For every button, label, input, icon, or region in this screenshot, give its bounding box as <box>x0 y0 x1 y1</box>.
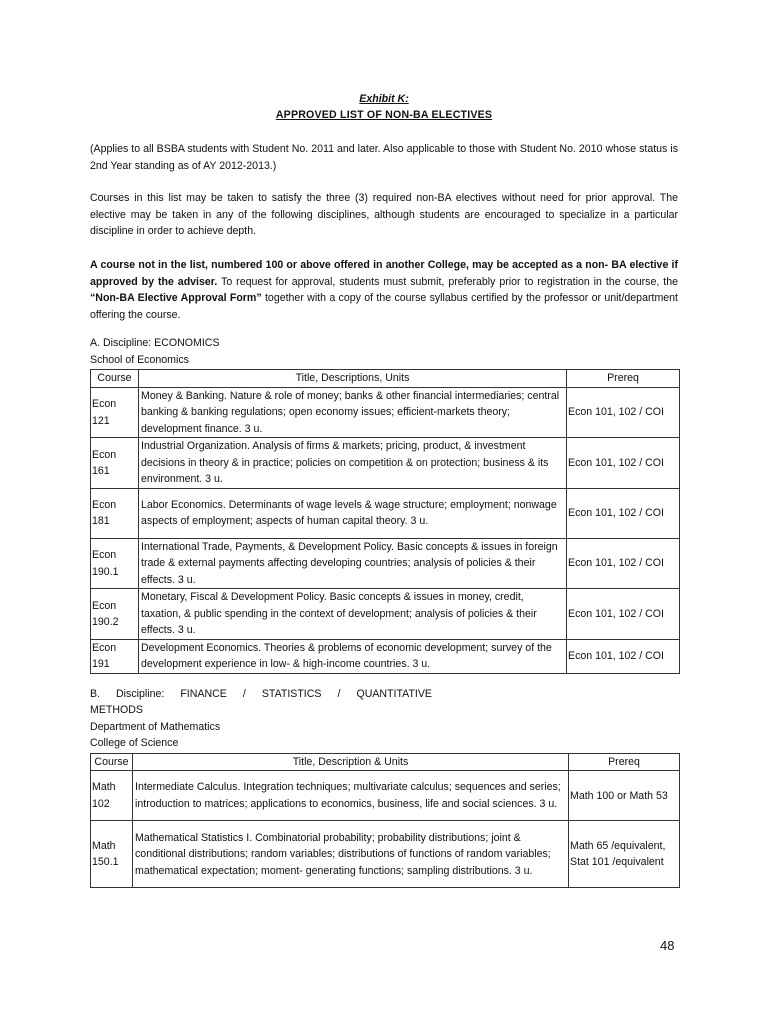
course-cell: Math 150.1 <box>91 821 133 888</box>
description-cell: Development Economics. Theories & problems of economic development; survey of the development experience in low- & high-income countries. 3 u. <box>139 639 567 673</box>
table-row <box>91 438 680 489</box>
prereq-cell: Econ 101, 102 / COI <box>567 488 680 538</box>
prereq-cell: Econ 101, 102 / COI <box>567 387 680 438</box>
table-header-row <box>91 370 680 388</box>
section-b-word: / <box>337 687 341 700</box>
header-prereq: Prereq <box>567 370 680 388</box>
courses-paragraph: Courses in this list may be taken to satisfy the three (3) required non-BA electives without need for prior approval. The elective may be taken in any of the following disciplines, although students are encouraged to specialize in a particular discipline in order to achieve depth. <box>90 192 678 238</box>
course-cell: Econ 191 <box>91 639 139 673</box>
section-b-word: B. <box>90 687 101 700</box>
section-b-college: College of Science <box>90 737 179 750</box>
prereq-cell: Econ 101, 102 / COI <box>567 589 680 640</box>
section-b-discipline <box>90 686 432 703</box>
description-cell: Industrial Organization. Analysis of firms & markets; pricing, product, & investment decisions in theory & in practice; policies on competition & on protection; business & its environment. 3 u. <box>139 438 567 489</box>
course-cell: Econ 190.1 <box>91 538 139 589</box>
table-row <box>91 589 680 640</box>
table-row <box>91 821 680 888</box>
description-cell: International Trade, Payments, & Development Policy. Basic concepts & issues in foreign trade & external payments affecting developing countries; analysis of policies & their effects. 3 u. <box>139 538 567 589</box>
approval-text-b: together with a copy of the course syllabus certified by the professor or unit/department offering the course. <box>90 292 678 321</box>
approval-bold-lead: A course not in the list, numbered 100 or above offered in another College, may be accepted as a non- BA elective if approved by the adviser. <box>90 258 678 288</box>
prereq-cell: Math 100 or Math 53 <box>569 771 680 821</box>
applies-paragraph: (Applies to all BSBA students with Student No. 2011 and later. Also applicable to those with Student No. 2010 whose status is 2nd Year standing as of AY 2012-2013.) <box>90 143 678 172</box>
header-title: Title, Description & Units <box>133 753 569 771</box>
description-cell: Intermediate Calculus. Integration techniques; multivariate calculus; sequences and series; introduction to matrices; applications to economics, business, life and social sciences. 3 u. <box>133 771 569 821</box>
table-row <box>91 387 680 438</box>
section-b-word: QUANTITATIVE <box>356 687 432 700</box>
page-number: 48 <box>660 938 675 953</box>
course-cell: Econ 161 <box>91 438 139 489</box>
course-cell: Econ 181 <box>91 488 139 538</box>
section-b-department: Department of Mathematics <box>90 720 221 733</box>
table-row <box>91 639 680 673</box>
approval-form-name: “Non-BA Elective Approval Form” <box>90 292 262 305</box>
approval-text-a: To request for approval, students must submit, preferably prior to registration in the course, the <box>217 275 678 288</box>
section-a-heading <box>90 335 678 368</box>
document-page <box>90 92 678 888</box>
section-a-school: School of Economics <box>90 353 189 366</box>
course-cell: Econ 190.2 <box>91 589 139 640</box>
prereq-cell: Math 65 /equivalent, Stat 101 /equivalent <box>569 821 680 888</box>
section-b-word: FINANCE <box>180 687 227 700</box>
exhibit-label: Exhibit K: <box>359 93 409 105</box>
description-cell: Mathematical Statistics I. Combinatorial probability; probability distributions; joint & conditional distributions; random variables; distributions of functions of random variables; mathematical expectation; moment- generating functions; sampling distributions. 3 u. <box>133 821 569 888</box>
finance-statistics-table <box>90 753 680 889</box>
prereq-cell: Econ 101, 102 / COI <box>567 538 680 589</box>
section-b-heading <box>90 686 678 752</box>
section-b-discipline-cont: METHODS <box>90 704 143 717</box>
header-prereq: Prereq <box>569 753 680 771</box>
description-cell: Monetary, Fiscal & Development Policy. Basic concepts & issues in money, credit, taxation, & public spending in the context of development; analysis of policies & their effects. 3 u. <box>139 589 567 640</box>
header-title: Title, Descriptions, Units <box>139 370 567 388</box>
page-title: APPROVED LIST OF NON-BA ELECTIVES <box>275 109 493 121</box>
table-row <box>91 771 680 821</box>
prereq-cell: Econ 101, 102 / COI <box>567 639 680 673</box>
approval-paragraph <box>90 257 678 323</box>
economics-table <box>90 369 680 674</box>
header-course: Course <box>91 370 139 388</box>
section-b-word: / <box>242 687 246 700</box>
table-row <box>91 538 680 589</box>
course-cell: Econ 121 <box>91 387 139 438</box>
section-a-discipline: A. Discipline: ECONOMICS <box>90 337 220 350</box>
table-header-row <box>91 753 680 771</box>
description-cell: Money & Banking. Nature & role of money; banks & other financial intermediaries; central banking & banking regulations; open economy issues; efficient-markets theory; development finance. 3 u. <box>139 387 567 438</box>
description-cell: Labor Economics. Determinants of wage levels & wage structure; employment; nonwage aspects of employment; aspects of human capital theory. 3 u. <box>139 488 567 538</box>
prereq-cell: Econ 101, 102 / COI <box>567 438 680 489</box>
section-b-word: STATISTICS <box>261 687 322 700</box>
table-row <box>91 488 680 538</box>
header-course: Course <box>91 753 133 771</box>
section-b-word: Discipline: <box>116 687 165 700</box>
course-cell: Math 102 <box>91 771 133 821</box>
